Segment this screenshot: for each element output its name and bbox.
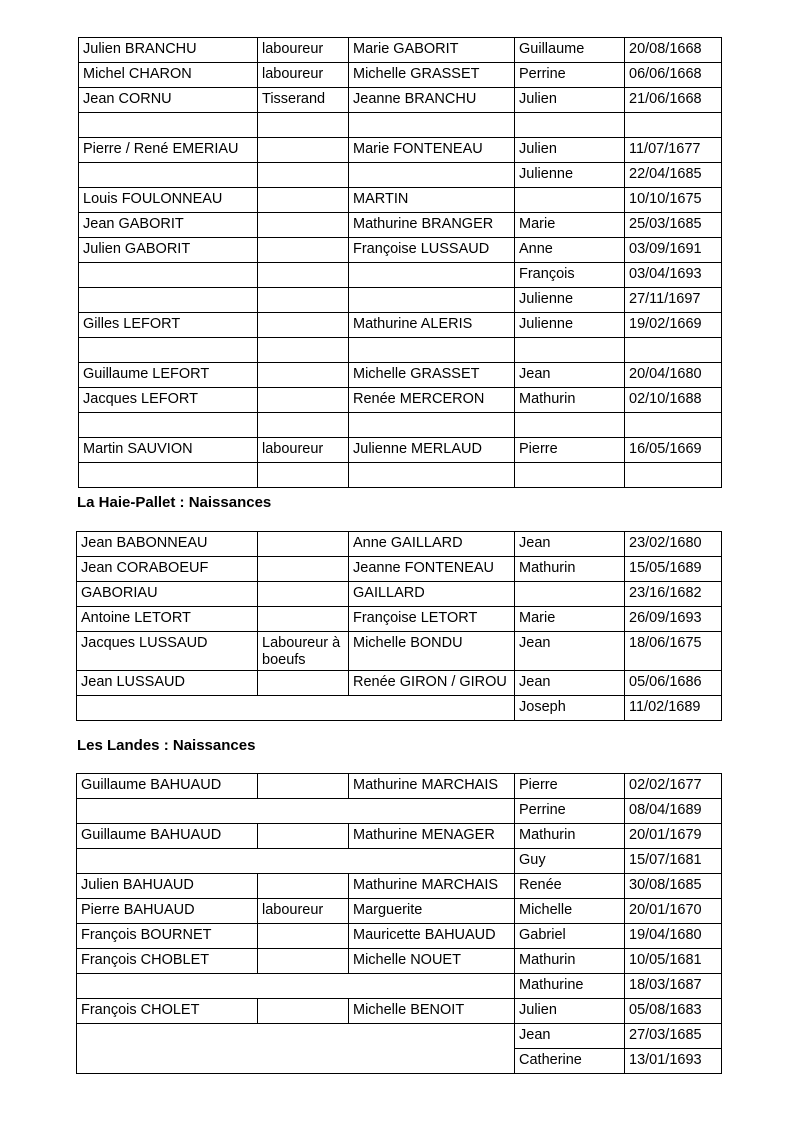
father-cell xyxy=(79,288,258,313)
father-cell: Jean CORNU xyxy=(79,88,258,113)
table-row xyxy=(77,949,722,974)
father-cell xyxy=(79,338,258,363)
mother-cell: Mathurine MENAGER xyxy=(349,824,515,849)
occupation-cell: Tisserand xyxy=(258,88,349,113)
occupation-cell xyxy=(258,113,349,138)
date-cell: 15/05/1689 xyxy=(625,557,722,582)
father-cell: Jean BABONNEAU xyxy=(77,532,258,557)
table-row xyxy=(79,163,722,188)
father-cell: Pierre BAHUAUD xyxy=(77,899,258,924)
baptism-table-haie-pallet xyxy=(76,531,722,721)
father-cell: Gilles LEFORT xyxy=(79,313,258,338)
table-row xyxy=(79,38,722,63)
child-cell: Guy xyxy=(515,849,625,874)
occupation-cell xyxy=(258,924,349,949)
mother-cell: Michelle BONDU xyxy=(349,632,515,671)
child-cell: Julien xyxy=(515,999,625,1024)
table-row xyxy=(79,288,722,313)
table-row xyxy=(77,824,722,849)
occupation-cell xyxy=(258,213,349,238)
occupation-cell xyxy=(258,238,349,263)
date-cell xyxy=(625,463,722,488)
occupation-cell: laboureur xyxy=(258,38,349,63)
child-cell: Jean xyxy=(515,632,625,671)
child-cell: Marie xyxy=(515,213,625,238)
date-cell: 05/08/1683 xyxy=(625,999,722,1024)
date-cell: 18/03/1687 xyxy=(625,974,722,999)
table-row xyxy=(79,63,722,88)
table-row xyxy=(77,999,722,1024)
child-cell xyxy=(515,413,625,438)
father-cell: Jean LUSSAUD xyxy=(77,671,258,696)
child-cell: Jean xyxy=(515,363,625,388)
table-row xyxy=(79,413,722,438)
table-row xyxy=(79,313,722,338)
occupation-cell: Laboureur à boeufs xyxy=(258,632,349,671)
occupation-cell xyxy=(258,138,349,163)
father-cell: Guillaume LEFORT xyxy=(79,363,258,388)
occupation-cell xyxy=(258,388,349,413)
occupation-cell xyxy=(258,163,349,188)
date-cell: 06/06/1668 xyxy=(625,63,722,88)
father-cell: Martin SAUVION xyxy=(79,438,258,463)
child-cell xyxy=(515,188,625,213)
table-row xyxy=(77,799,722,824)
occupation-cell xyxy=(258,999,349,1024)
child-cell: Anne xyxy=(515,238,625,263)
date-cell: 27/11/1697 xyxy=(625,288,722,313)
date-cell: 19/02/1669 xyxy=(625,313,722,338)
baptism-table-1 xyxy=(78,37,722,488)
mother-cell: Marie GABORIT xyxy=(349,38,515,63)
occupation-cell xyxy=(258,557,349,582)
child-cell xyxy=(515,463,625,488)
date-cell: 08/04/1689 xyxy=(625,799,722,824)
mother-cell: Mathurine MARCHAIS xyxy=(349,774,515,799)
child-cell xyxy=(515,338,625,363)
mother-cell: Marguerite xyxy=(349,899,515,924)
table-row xyxy=(77,924,722,949)
child-cell: Joseph xyxy=(515,696,625,721)
child-cell: Julien xyxy=(515,88,625,113)
table-row xyxy=(77,557,722,582)
mother-cell: Anne GAILLARD xyxy=(349,532,515,557)
father-cell xyxy=(79,463,258,488)
date-cell: 16/05/1669 xyxy=(625,438,722,463)
date-cell xyxy=(625,338,722,363)
occupation-cell: laboureur xyxy=(258,438,349,463)
father-cell xyxy=(79,413,258,438)
child-cell: Mathurin xyxy=(515,824,625,849)
merged-blank-cell xyxy=(77,696,515,721)
child-cell: Marie xyxy=(515,607,625,632)
occupation-cell xyxy=(258,671,349,696)
child-cell: Julienne xyxy=(515,313,625,338)
date-cell: 11/02/1689 xyxy=(625,696,722,721)
father-cell: Julien GABORIT xyxy=(79,238,258,263)
mother-cell xyxy=(349,163,515,188)
occupation-cell xyxy=(258,413,349,438)
merged-blank-cell xyxy=(77,1024,515,1074)
mother-cell: Renée MERCERON xyxy=(349,388,515,413)
father-cell: Guillaume BAHUAUD xyxy=(77,774,258,799)
mother-cell: MARTIN xyxy=(349,188,515,213)
father-cell: Jean GABORIT xyxy=(79,213,258,238)
father-cell: François CHOLET xyxy=(77,999,258,1024)
father-cell: GABORIAU xyxy=(77,582,258,607)
child-cell: Mathurin xyxy=(515,949,625,974)
baptism-table-les-landes xyxy=(76,773,722,1074)
date-cell: 20/01/1679 xyxy=(625,824,722,849)
mother-cell: Michelle GRASSET xyxy=(349,63,515,88)
table-row xyxy=(77,774,722,799)
table-row xyxy=(77,532,722,557)
mother-cell: Jeanne FONTENEAU xyxy=(349,557,515,582)
table-row xyxy=(77,582,722,607)
child-cell: Pierre xyxy=(515,774,625,799)
child-cell: Mathurin xyxy=(515,388,625,413)
child-cell: Guillaume xyxy=(515,38,625,63)
occupation-cell xyxy=(258,188,349,213)
mother-cell: Michelle BENOIT xyxy=(349,999,515,1024)
mother-cell xyxy=(349,288,515,313)
table-row xyxy=(79,188,722,213)
mother-cell: GAILLARD xyxy=(349,582,515,607)
table-row xyxy=(79,463,722,488)
occupation-cell: laboureur xyxy=(258,63,349,88)
father-cell xyxy=(79,113,258,138)
date-cell: 20/01/1670 xyxy=(625,899,722,924)
father-cell: Jacques LEFORT xyxy=(79,388,258,413)
child-cell: Gabriel xyxy=(515,924,625,949)
date-cell: 03/04/1693 xyxy=(625,263,722,288)
date-cell: 25/03/1685 xyxy=(625,213,722,238)
occupation-cell xyxy=(258,463,349,488)
child-cell: Jean xyxy=(515,671,625,696)
child-cell xyxy=(515,582,625,607)
table-row xyxy=(77,849,722,874)
father-cell: Michel CHARON xyxy=(79,63,258,88)
mother-cell: Marie FONTENEAU xyxy=(349,138,515,163)
table-row xyxy=(77,1024,722,1049)
occupation-cell xyxy=(258,582,349,607)
table-row xyxy=(79,363,722,388)
date-cell: 02/02/1677 xyxy=(625,774,722,799)
date-cell xyxy=(625,413,722,438)
merged-blank-cell xyxy=(77,974,515,999)
table-row xyxy=(79,138,722,163)
mother-cell: Mauricette BAHUAUD xyxy=(349,924,515,949)
occupation-cell: laboureur xyxy=(258,899,349,924)
table-row xyxy=(77,874,722,899)
date-cell: 22/04/1685 xyxy=(625,163,722,188)
child-cell: Catherine xyxy=(515,1049,625,1074)
father-cell xyxy=(79,263,258,288)
table-row xyxy=(79,263,722,288)
date-cell: 30/08/1685 xyxy=(625,874,722,899)
date-cell xyxy=(625,113,722,138)
child-cell: Perrine xyxy=(515,63,625,88)
occupation-cell xyxy=(258,824,349,849)
date-cell: 02/10/1688 xyxy=(625,388,722,413)
occupation-cell xyxy=(258,774,349,799)
merged-blank-cell xyxy=(77,849,515,874)
date-cell: 27/03/1685 xyxy=(625,1024,722,1049)
date-cell: 19/04/1680 xyxy=(625,924,722,949)
table-row xyxy=(77,899,722,924)
table-row xyxy=(79,113,722,138)
date-cell: 18/06/1675 xyxy=(625,632,722,671)
table-row xyxy=(79,238,722,263)
father-cell: François CHOBLET xyxy=(77,949,258,974)
section-heading-haie-pallet: La Haie-Pallet : Naissances xyxy=(77,494,272,511)
date-cell: 11/07/1677 xyxy=(625,138,722,163)
mother-cell: Mathurine BRANGER xyxy=(349,213,515,238)
date-cell: 23/16/1682 xyxy=(625,582,722,607)
mother-cell: Michelle GRASSET xyxy=(349,363,515,388)
occupation-cell xyxy=(258,288,349,313)
father-cell: Julien BAHUAUD xyxy=(77,874,258,899)
mother-cell: Renée GIRON / GIROU xyxy=(349,671,515,696)
date-cell: 10/10/1675 xyxy=(625,188,722,213)
mother-cell xyxy=(349,338,515,363)
child-cell: Julienne xyxy=(515,163,625,188)
date-cell: 05/06/1686 xyxy=(625,671,722,696)
child-cell: Perrine xyxy=(515,799,625,824)
father-cell xyxy=(79,163,258,188)
table-row xyxy=(77,607,722,632)
table-row xyxy=(79,88,722,113)
mother-cell: Jeanne BRANCHU xyxy=(349,88,515,113)
table-row xyxy=(79,338,722,363)
mother-cell: Mathurine MARCHAIS xyxy=(349,874,515,899)
date-cell: 26/09/1693 xyxy=(625,607,722,632)
mother-cell: Mathurine ALERIS xyxy=(349,313,515,338)
occupation-cell xyxy=(258,263,349,288)
mother-cell: Françoise LUSSAUD xyxy=(349,238,515,263)
mother-cell xyxy=(349,463,515,488)
child-cell: Renée xyxy=(515,874,625,899)
date-cell: 23/02/1680 xyxy=(625,532,722,557)
date-cell: 10/05/1681 xyxy=(625,949,722,974)
father-cell: Jacques LUSSAUD xyxy=(77,632,258,671)
occupation-cell xyxy=(258,949,349,974)
table-row xyxy=(77,696,722,721)
child-cell: Julien xyxy=(515,138,625,163)
merged-blank-cell xyxy=(77,799,515,824)
child-cell: Julienne xyxy=(515,288,625,313)
father-cell: Julien BRANCHU xyxy=(79,38,258,63)
child-cell xyxy=(515,113,625,138)
mother-cell: Julienne MERLAUD xyxy=(349,438,515,463)
occupation-cell xyxy=(258,607,349,632)
mother-cell xyxy=(349,263,515,288)
table-row xyxy=(77,671,722,696)
child-cell: Mathurin xyxy=(515,557,625,582)
mother-cell xyxy=(349,113,515,138)
child-cell: Jean xyxy=(515,532,625,557)
child-cell: François xyxy=(515,263,625,288)
child-cell: Pierre xyxy=(515,438,625,463)
date-cell: 03/09/1691 xyxy=(625,238,722,263)
child-cell: Mathurine xyxy=(515,974,625,999)
date-cell: 13/01/1693 xyxy=(625,1049,722,1074)
father-cell: François BOURNET xyxy=(77,924,258,949)
table-row xyxy=(79,213,722,238)
occupation-cell xyxy=(258,532,349,557)
mother-cell xyxy=(349,413,515,438)
child-cell: Michelle xyxy=(515,899,625,924)
occupation-cell xyxy=(258,363,349,388)
table-row xyxy=(77,974,722,999)
date-cell: 15/07/1681 xyxy=(625,849,722,874)
date-cell: 20/08/1668 xyxy=(625,38,722,63)
father-cell: Guillaume BAHUAUD xyxy=(77,824,258,849)
table-row xyxy=(77,632,722,671)
mother-cell: Françoise LETORT xyxy=(349,607,515,632)
table-row xyxy=(79,388,722,413)
date-cell: 20/04/1680 xyxy=(625,363,722,388)
father-cell: Pierre / René EMERIAU xyxy=(79,138,258,163)
mother-cell: Michelle NOUET xyxy=(349,949,515,974)
father-cell: Antoine LETORT xyxy=(77,607,258,632)
child-cell: Jean xyxy=(515,1024,625,1049)
occupation-cell xyxy=(258,338,349,363)
father-cell: Jean CORABOEUF xyxy=(77,557,258,582)
date-cell: 21/06/1668 xyxy=(625,88,722,113)
father-cell: Louis FOULONNEAU xyxy=(79,188,258,213)
table-row xyxy=(79,438,722,463)
occupation-cell xyxy=(258,313,349,338)
occupation-cell xyxy=(258,874,349,899)
section-heading-les-landes: Les Landes : Naissances xyxy=(77,737,256,754)
